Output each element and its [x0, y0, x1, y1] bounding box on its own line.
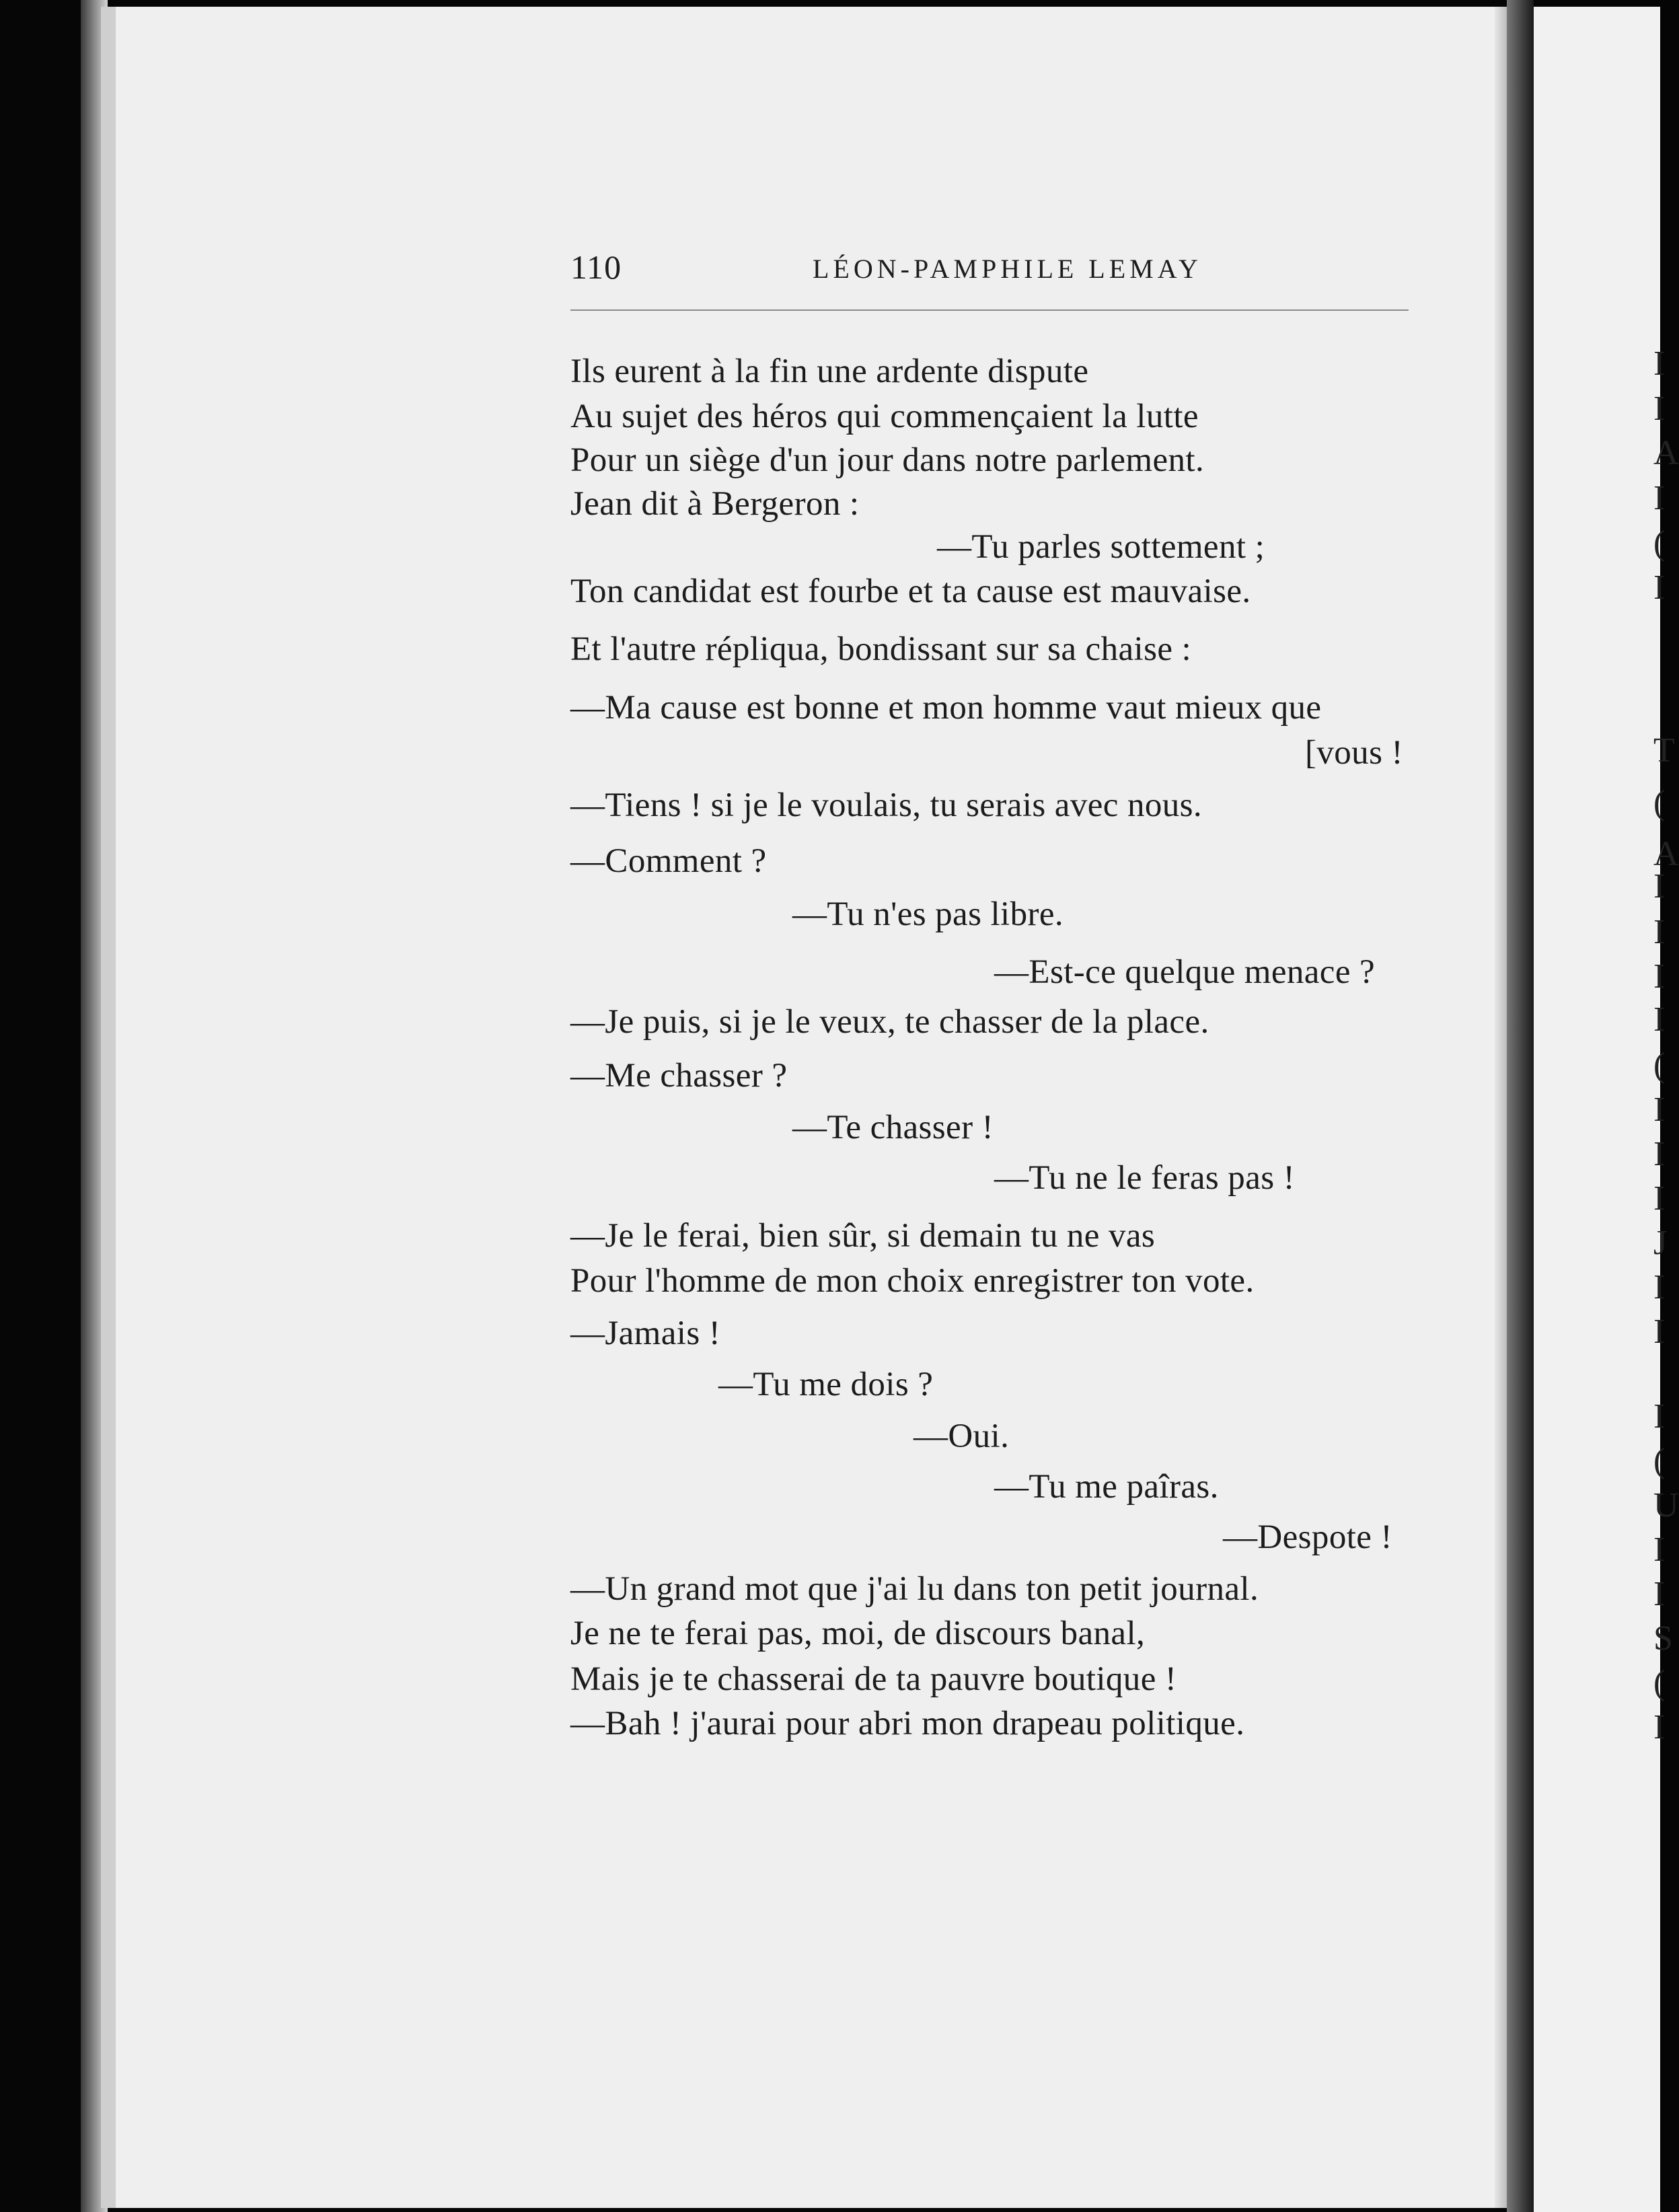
verse-line: —Je le ferai, bien sûr, si demain tu ne vas [570, 1217, 1156, 1255]
facing-page-glyph: U [1653, 1486, 1679, 1524]
facing-page-glyph: I [1653, 957, 1666, 996]
facing-page-glyph: I [1653, 913, 1666, 951]
facing-page-glyph: A [1653, 434, 1679, 472]
facing-page-glyph: ( [1653, 1046, 1666, 1084]
verse-line: —Un grand mot que j'ai lu dans ton petit journal. [570, 1570, 1259, 1608]
verse-line: Pour l'homme de mon choix enregistrer ton vote. [570, 1262, 1255, 1300]
verse-line: —Jamais ! [570, 1315, 721, 1352]
facing-page-glyph: I [1653, 1091, 1666, 1129]
facing-page-glyph: I [1653, 479, 1666, 517]
facing-page-glyph: I [1653, 867, 1666, 906]
facing-page-glyph: ( [1653, 1664, 1666, 1702]
verse-line: —Despote ! [1223, 1518, 1392, 1556]
book-gutter [1507, 0, 1534, 2212]
verse-line: Jean dit à Bergeron : [570, 485, 860, 523]
page-number: 110 [570, 248, 622, 286]
running-head [570, 248, 1409, 288]
facing-page-glyph: I [1653, 1708, 1666, 1746]
verse-line: —Tu n'es pas libre. [792, 895, 1064, 933]
facing-page-glyph: T [1653, 731, 1675, 770]
verse-line: —Oui. [913, 1417, 1010, 1455]
facing-page-glyph: I [1653, 1397, 1666, 1436]
verse-line: —Je puis, si je le veux, te chasser de la place. [570, 1003, 1209, 1041]
facing-page-glyph: I [1653, 1268, 1666, 1306]
verse-line: —Bah ! j'aurai pour abri mon drapeau politique. [570, 1705, 1245, 1742]
verse-line: Et l'autre répliqua, bondissant sur sa chaise : [570, 630, 1192, 668]
facing-page-glyph: I [1653, 1531, 1666, 1569]
facing-page-glyph: J [1653, 1224, 1668, 1262]
running-title: LÉON-PAMPHILE LEMAY [813, 254, 1202, 284]
verse-line: —Comment ? [570, 842, 767, 880]
verse-line: —Ma cause est bonne et mon homme vaut mieux que [570, 689, 1322, 727]
verse-line: —Tu parles sottement ; [937, 528, 1265, 566]
facing-page-glyph: S [1653, 1619, 1673, 1658]
verse-line: —Me chasser ? [570, 1057, 788, 1095]
facing-page-glyph: I [1653, 390, 1666, 428]
verse-line: —Te chasser ! [792, 1109, 994, 1146]
verse-line: Ils eurent à la fin une ardente dispute [570, 353, 1089, 390]
verse-line: —Tu me paîras. [994, 1468, 1219, 1506]
facing-page-glyph: I [1653, 344, 1666, 383]
facing-page-glyph: I [1653, 1135, 1666, 1173]
facing-page-glyph: I [1653, 1313, 1666, 1351]
facing-page-glyph: A [1653, 835, 1679, 873]
verse-line: Mais je te chasserai de ta pauvre boutique ! [570, 1660, 1177, 1698]
book-page-right-edge [1534, 7, 1679, 2212]
facing-page-glyph: I [1653, 1000, 1666, 1039]
verse-line: —Tiens ! si je le voulais, tu serais avec nous. [570, 786, 1203, 824]
verse-line: —Tu ne le feras pas ! [994, 1159, 1296, 1197]
verse-line: Pour un siège d'un jour dans notre parlement. [570, 441, 1205, 479]
verse-line: Au sujet des héros qui commençaient la lutte [570, 398, 1199, 435]
facing-page-glyph: ( [1653, 1442, 1666, 1480]
book-page-left [101, 7, 1507, 2208]
verse-line: Ton candidat est fourbe et ta cause est mauvaise. [570, 573, 1251, 610]
verse-line: —Est-ce quelque menace ? [994, 953, 1376, 991]
facing-page-glyph: I [1653, 1575, 1666, 1613]
facing-page-glyph: ( [1653, 524, 1666, 562]
header-rule [570, 309, 1409, 311]
verse-line: Je ne te ferai pas, moi, de discours banal, [570, 1615, 1146, 1652]
facing-page-glyph: I [1653, 1179, 1666, 1218]
verse-line: —Tu me dois ? [718, 1366, 934, 1403]
verse-line: [vous ! [1305, 734, 1403, 772]
facing-page-glyph: ( [1653, 784, 1666, 822]
facing-page-glyph: I [1653, 568, 1666, 607]
